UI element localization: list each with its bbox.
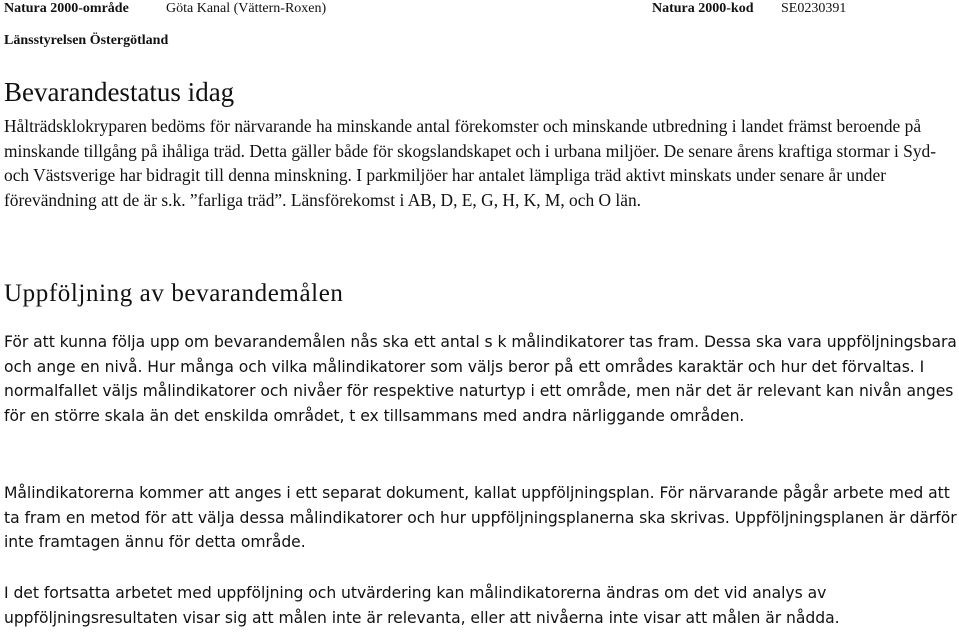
natura-area-name: Göta Kanal (Vättern-Roxen): [166, 1, 327, 16]
natura-code-label: Natura 2000-kod: [652, 1, 754, 16]
section-heading-follow-up: Uppföljning av bevarandemålen: [4, 280, 344, 307]
follow-up-paragraph-3: I det fortsatta arbetet med uppföljning och utvärdering kan målindikatorerna ändras om det vid analys av uppföljningsresultaten visar sig att målen inte är relevanta, eller att nivåerna inte visar att målen är nådda.: [4, 584, 840, 627]
section-heading-conservation-status: Bevarandestatus idag: [4, 77, 235, 107]
follow-up-paragraph-2: Målindikatorerna kommer att anges i ett separat dokument, kallat uppföljningsplan. För närvarande pågår arbete med att ta fram en metod för att välja dessa målindikatorer och hur uppföljningsplanerna ska skrivas. Uppföljningsplanen är därför inte framtagen ännu för detta område.: [4, 484, 957, 552]
natura-area-label: Natura 2000-område: [4, 1, 129, 16]
conservation-status-paragraph: Hålträdsklokryparen bedöms för närvarande ha minskande antal förekomster och minskande utbredning i landet främst beroende på minskande tillgång på ihåliga träd. Detta gäller både för skogslandskapet och i urbana miljöer. De senare årens kraftiga stormar i Syd- och Västsverige har bidragit till denna minskning. I parkmiljöer har antalet lämpliga träd aktivt minskats under senare år under förevändning att de är s.k. ”farliga träd”. Länsförekomst i AB, D, E, G, H, K, M, och O län.: [4, 116, 937, 210]
follow-up-paragraph-1: För att kunna följa upp om bevarandemålen nås ska ett antal s k målindikatorer tas fram. Dessa ska vara uppföljningsbara och ange en nivå. Hur många och vilka målindikatorer som väljs beror på ett områdes karaktär och hur det förvaltas. I normalfallet väljs målindikatorer och nivåer för respektive naturtyp i ett område, men när det är relevant kan nivån anges för en större skala än det enskilda området, t ex tillsammans med andra närliggande områden.: [4, 333, 957, 425]
authority-name: Länsstyrelsen Östergötland: [4, 33, 169, 48]
natura-code-value: SE0230391: [781, 1, 847, 16]
